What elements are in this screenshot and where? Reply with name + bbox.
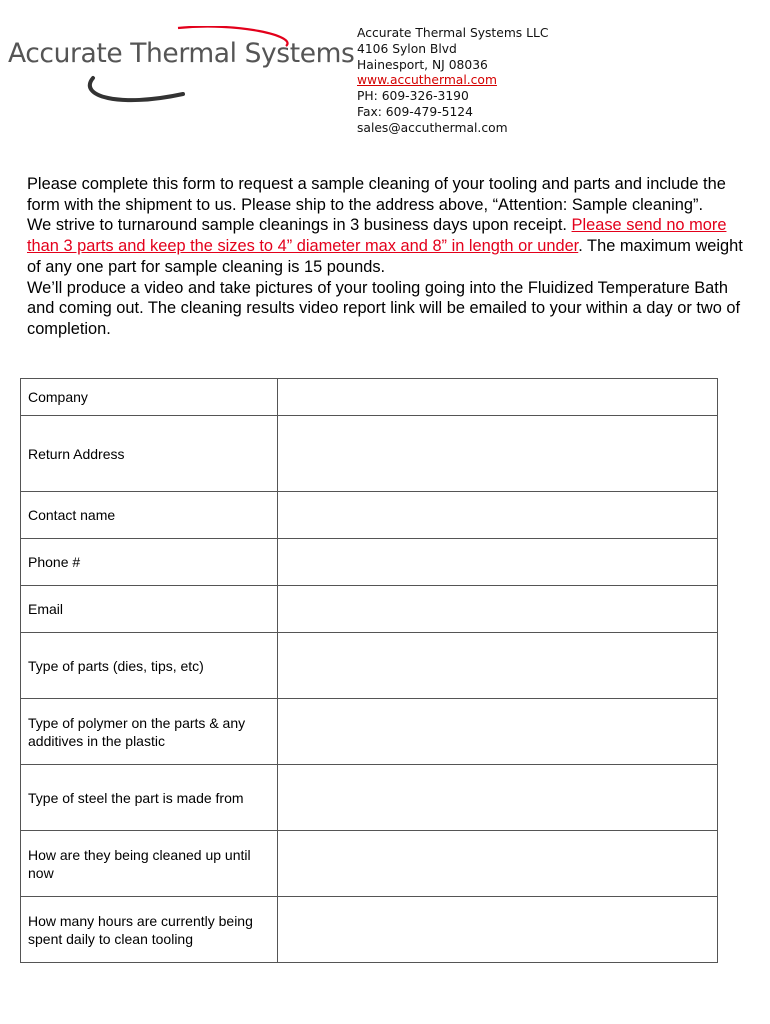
field-label: Type of parts (dies, tips, etc) bbox=[21, 633, 278, 699]
company-name: Accurate Thermal Systems LLC bbox=[357, 26, 549, 40]
current-cleaning-field[interactable] bbox=[278, 831, 718, 897]
street-address: 4106 Sylon Blvd bbox=[357, 41, 457, 56]
intro-paragraph-2 bbox=[27, 215, 757, 277]
fax-number: Fax: 609-479-5124 bbox=[357, 104, 473, 119]
size-limit-note: Please send no more than 3 parts and keep the sizes to 4” diameter max and 8” in length or under bbox=[27, 216, 727, 256]
field-label: Email bbox=[21, 586, 278, 633]
contact-name-field[interactable] bbox=[278, 492, 718, 539]
email-address: sales@accuthermal.com bbox=[357, 120, 508, 135]
field-label: Return Address bbox=[21, 416, 278, 492]
sample-request-form bbox=[20, 378, 718, 963]
field-label: Phone # bbox=[21, 539, 278, 586]
field-label: How are they being cleaned up until now bbox=[21, 831, 278, 897]
field-label: Type of steel the part is made from bbox=[21, 765, 278, 831]
form-row-steel-type bbox=[21, 765, 718, 831]
form-row-part-type bbox=[21, 633, 718, 699]
form-row-email bbox=[21, 586, 718, 633]
intro-p2-start: We strive to turnaround sample cleanings in 3 business days upon receipt. bbox=[27, 216, 572, 235]
form-row-cleaning-hours bbox=[21, 897, 718, 963]
company-logo bbox=[8, 26, 355, 116]
return-address-field[interactable] bbox=[278, 416, 718, 492]
part-type-field[interactable] bbox=[278, 633, 718, 699]
city-state-zip: Hainesport, NJ 08036 bbox=[357, 57, 488, 72]
logo-text: Accurate Thermal Systems bbox=[8, 38, 355, 69]
polymer-type-field[interactable] bbox=[278, 699, 718, 765]
intro-text bbox=[27, 174, 757, 340]
field-label: Company bbox=[21, 379, 278, 416]
intro-paragraph-1: Please complete this form to request a sample cleaning of your tooling and parts and include the form with the shipment to us. Please ship to the address above, “Attention: Sample cleaning”. bbox=[27, 175, 726, 214]
intro-paragraph-3: We’ll produce a video and take pictures of your tooling going into the Fluidized Temperature Bath and coming out. The cleaning results video report link will be emailed to your within a day or two of completion. bbox=[27, 278, 741, 338]
website-link[interactable]: www.accuthermal.com bbox=[357, 73, 497, 88]
email-field[interactable] bbox=[278, 586, 718, 633]
form-row-polymer-type bbox=[21, 699, 718, 765]
intro-p2-end: . The maximum weight of any one part for sample cleaning is 15 pounds. bbox=[27, 237, 743, 276]
cleaning-hours-field[interactable] bbox=[278, 897, 718, 963]
form-row-return-address bbox=[21, 416, 718, 492]
company-address-block bbox=[357, 26, 548, 137]
steel-type-field[interactable] bbox=[278, 765, 718, 831]
company-field[interactable] bbox=[278, 379, 718, 416]
phone-field[interactable] bbox=[278, 539, 718, 586]
field-label: Contact name bbox=[21, 492, 278, 539]
form-row-phone bbox=[21, 539, 718, 586]
field-label: Type of polymer on the parts & any additives in the plastic bbox=[21, 699, 278, 765]
form-row-current-cleaning bbox=[21, 831, 718, 897]
phone-number: PH: 609-326-3190 bbox=[357, 89, 469, 104]
form-row-company bbox=[21, 379, 718, 416]
form-row-contact-name bbox=[21, 492, 718, 539]
field-label: How many hours are currently being spent daily to clean tooling bbox=[21, 897, 278, 963]
